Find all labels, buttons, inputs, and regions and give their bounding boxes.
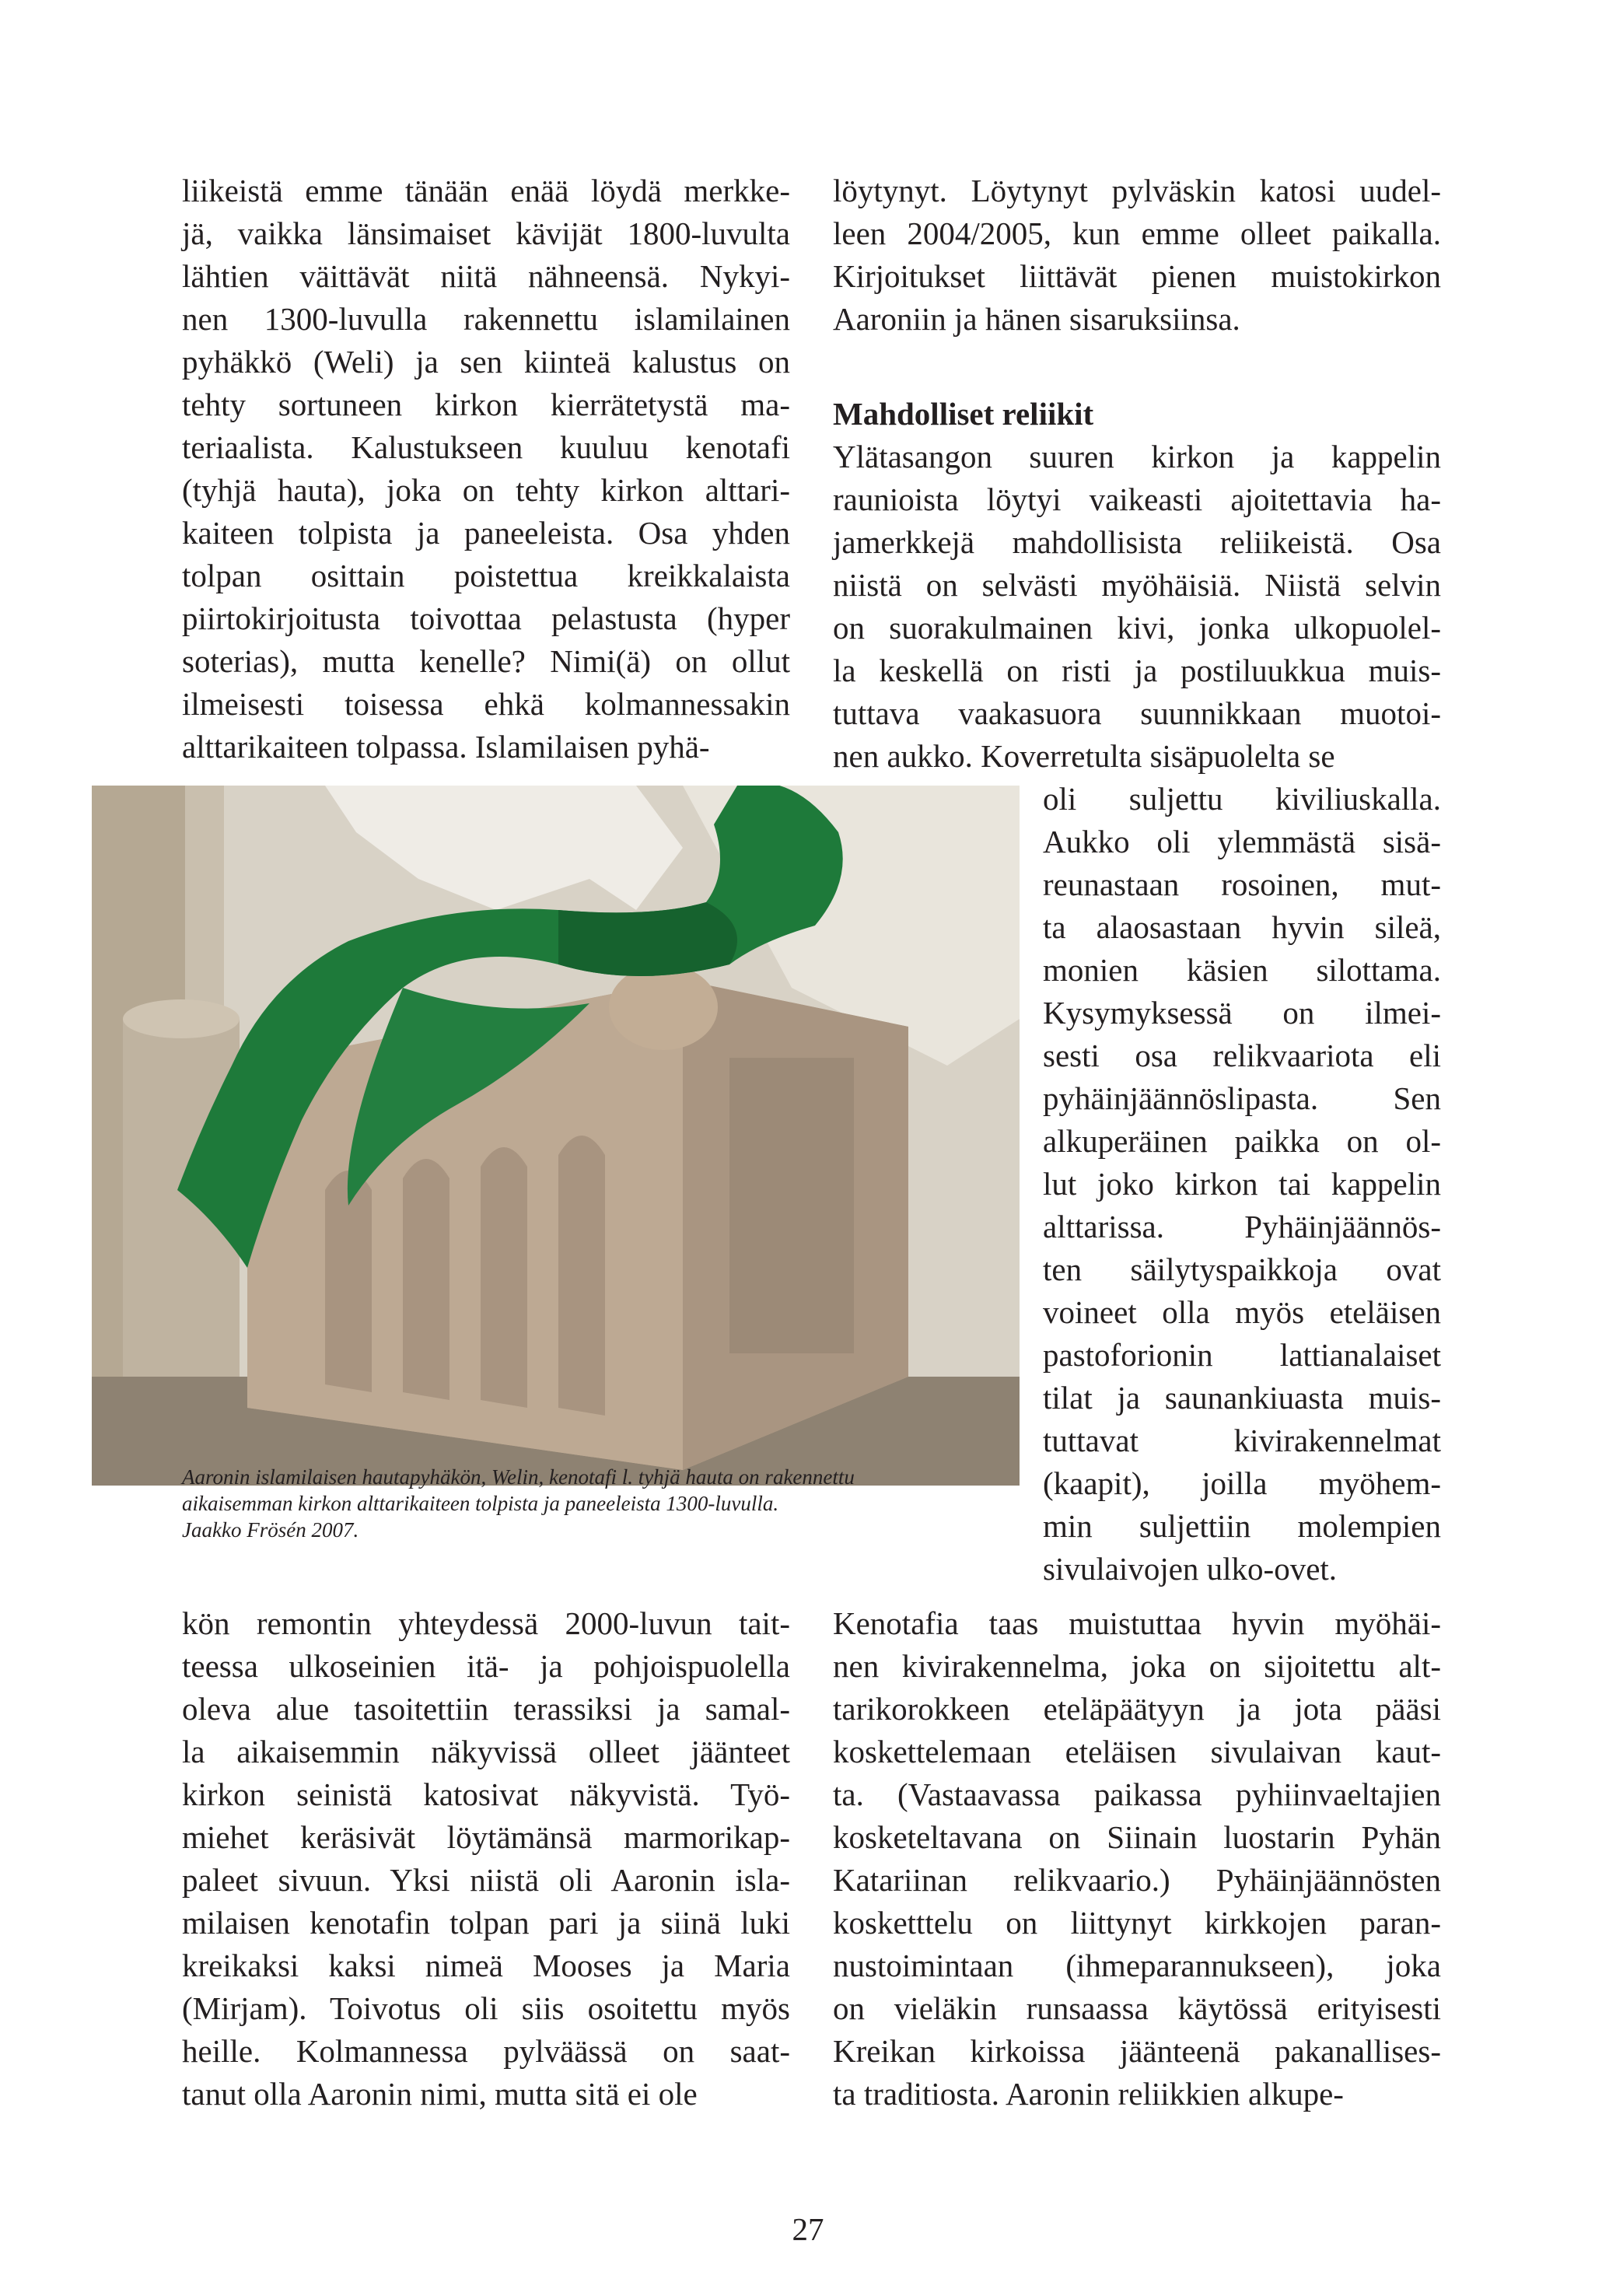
text-line: on suorakulmainen kivi, jonka ulkopuolel-: [833, 610, 1441, 646]
text-line: Katariinan relikvaario.) Pyhäinjäännösten: [833, 1862, 1441, 1898]
text-line: nen aukko. Koverretulta sisäpuolelta se: [833, 738, 1335, 774]
text-line: heille. Kolmannessa pylväässä on saat-: [182, 2033, 790, 2069]
text-line: ten säilytyspaikkoja ovat: [1043, 1251, 1441, 1287]
text-line: oleva alue tasoitettiin terassiksi ja samal-: [182, 1691, 790, 1727]
text-line: kreikaksi kaksi nimeä Mooses ja Maria: [182, 1948, 790, 1983]
text-line: Ylätasangon suuren kirkon ja kappelin: [833, 439, 1441, 474]
text-line: monien käsien silottama.: [1043, 952, 1441, 988]
text-line: sivulaivojen ulko-ovet.: [1043, 1551, 1338, 1587]
text-line: pyhäinjäännöslipasta. Sen: [1043, 1080, 1441, 1116]
text-line: jä, vaikka länsimaiset kävijät 1800-luvulta: [182, 215, 790, 251]
text-line: tarikorokkeen eteläpäätyyn ja jota pääsi: [833, 1691, 1441, 1727]
text-line: Kysymyksessä on ilmei-: [1043, 995, 1441, 1031]
text-line: löytynyt. Löytynyt pylväskin katosi uudel-: [833, 173, 1441, 208]
text-line: pastoforionin lattianalaiset: [1043, 1337, 1441, 1373]
text-line: nen 1300-luvulla rakennettu islamilainen: [182, 301, 790, 337]
text-line: alkuperäinen paikka on ol-: [1043, 1123, 1441, 1159]
text-line: ta alaosastaan hyvin sileä,: [1043, 909, 1441, 945]
photo-caption-line-2: aikaisemman kirkon alttarikaiteen tolpista ja paneeleista 1300-luvulla.: [182, 1492, 779, 1515]
text-line: ta traditiosta. Aaronin reliikkien alkupe-: [833, 2076, 1344, 2112]
text-line: voineet olla myös eteläisen: [1043, 1294, 1441, 1330]
text-line: tuttava vaakasuora suunnikkaan muotoi-: [833, 695, 1441, 731]
text-line: kön remontin yhteydessä 2000-luvun tait-: [182, 1605, 790, 1641]
text-line: nen kivirakennelma, joka on sijoitettu alt-: [833, 1648, 1441, 1684]
text-line: on vieläkin runsaassa käytössä erityisesti: [833, 1990, 1441, 2026]
text-line: Aaroniin ja hänen sisaruksiinsa.: [833, 301, 1240, 337]
text-line: liikeistä emme tänään enää löydä merkke-: [182, 173, 790, 208]
text-line: tolpan osittain poistettua kreikkalaista: [182, 558, 790, 593]
text-line: milaisen kenotafin tolpan pari ja siinä luki: [182, 1905, 790, 1941]
text-line: tehty sortuneen kirkon kierrätetystä ma-: [182, 387, 790, 422]
text-line: alttarissa. Pyhäinjäännös-: [1043, 1209, 1441, 1244]
text-line: teessa ulkoseinien itä- ja pohjoispuolella: [182, 1648, 790, 1684]
text-line: koskettelemaan eteläisen sivulaivan kaut-: [833, 1734, 1441, 1769]
cenotaph-photo: [92, 786, 1020, 1486]
text-line: kirkon seinistä katosivat näkyvistä. Työ-: [182, 1776, 790, 1812]
text-line: la aikaisemmin näkyvissä olleet jäänteet: [182, 1734, 790, 1769]
text-line: reunastaan rosoinen, mut-: [1043, 866, 1441, 902]
text-line: miehet keräsivät löytämänsä marmorikap-: [182, 1819, 790, 1855]
text-line: tanut olla Aaronin nimi, mutta sitä ei ole: [182, 2076, 698, 2112]
text-line: piirtokirjoitusta toivottaa pelastusta (hyper: [182, 600, 790, 636]
text-line: tuttavat kivirakennelmat: [1043, 1423, 1441, 1458]
text-line: lähtien väittävät niitä nähneensä. Nykyi-: [182, 258, 790, 294]
cenotaph-illustration: [92, 786, 1020, 1486]
text-line: Kenotafia taas muistuttaa hyvin myöhäi-: [833, 1605, 1441, 1641]
text-line: (tyhjä hauta), joka on tehty kirkon alttari-: [182, 472, 790, 508]
text-line: kosketeltavana on Siinain luostarin Pyhän: [833, 1819, 1441, 1855]
text-line: nustoimintaan (ihmeparannukseen), joka: [833, 1948, 1441, 1983]
text-line: ilmeisesti toisessa ehkä kolmannessakin: [182, 686, 790, 722]
text-line: (kaapit), joilla myöhem-: [1043, 1465, 1441, 1501]
text-line: oli suljettu kiviliuskalla.: [1043, 781, 1441, 817]
text-line: niistä on selvästi myöhäisiä. Niistä selvin: [833, 567, 1441, 603]
photo-caption-line-3: Jaakko Frösén 2007.: [182, 1518, 359, 1542]
text-line: min suljettiin molempien: [1043, 1508, 1441, 1544]
text-line: kaiteen tolpista ja paneeleista. Osa yhden: [182, 515, 790, 551]
text-line: tilat ja saunankiuasta muis-: [1043, 1380, 1441, 1416]
text-line: pyhäkkö (Weli) ja sen kiinteä kalustus on: [182, 344, 790, 380]
photo-caption-line-1: Aaronin islamilaisen hautapyhäkön, Welin, kenotafi l. tyhjä hauta on rakennettu: [182, 1465, 855, 1489]
text-line: ta. (Vastaavassa paikassa pyhiinvaeltajien: [833, 1776, 1441, 1812]
text-line: Kreikan kirkoissa jäänteenä pakanallises-: [833, 2033, 1441, 2069]
text-line: kosketttelu on liittynyt kirkkojen paran-: [833, 1905, 1441, 1941]
text-line: leen 2004/2005, kun emme olleet paikalla.: [833, 215, 1441, 251]
text-line: la keskellä on risti ja postiluukkua muis-: [833, 653, 1441, 688]
text-line: sesti osa relikvaariota eli: [1043, 1038, 1441, 1073]
text-line: paleet sivuun. Yksi niistä oli Aaronin isla-: [182, 1862, 790, 1898]
text-line: lut joko kirkon tai kappelin: [1043, 1166, 1441, 1202]
text-line: Kirjoitukset liittävät pienen muistokirkon: [833, 258, 1441, 294]
text-line: (Mirjam). Toivotus oli siis osoitettu myös: [182, 1990, 790, 2026]
text-line: raunioista löytyi vaikeasti ajoitettavia ha-: [833, 481, 1441, 517]
text-line: jamerkkejä mahdollisista reliikeistä. Osa: [833, 524, 1441, 560]
text-line: teriaalista. Kalustukseen kuuluu kenotafi: [182, 429, 790, 465]
text-line: soterias), mutta kenelle? Nimi(ä) on ollut: [182, 643, 790, 679]
text-line: Aukko oli ylemmästä sisä-: [1043, 824, 1441, 859]
page-number: 27: [792, 2211, 824, 2247]
section-heading: Mahdolliset reliikit: [833, 396, 1094, 432]
text-line: alttarikaiteen tolpassa. Islamilaisen pyhä-: [182, 729, 710, 765]
